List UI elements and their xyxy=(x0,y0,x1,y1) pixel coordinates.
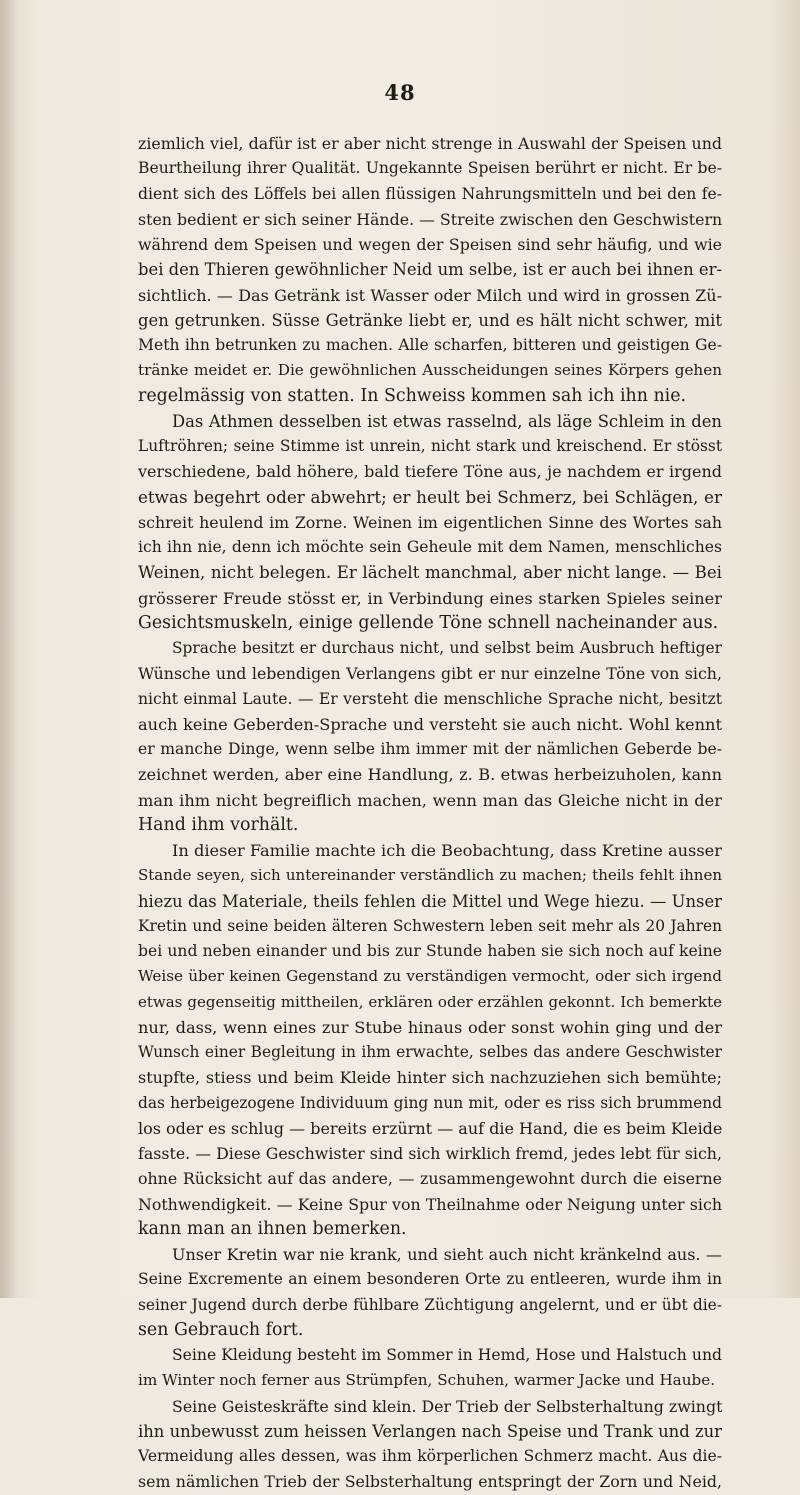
text-line: etwas begehrt oder abwehrt; er heult bei Schmerz, bei Schlägen, er xyxy=(138,486,722,507)
text-line: Nothwendigkeit. — Keine Spur von Theilnahme oder Neigung unter sich xyxy=(138,1194,722,1214)
text-line: bei und neben einander und bis zur Stunde haben sie sich noch auf keine xyxy=(138,942,722,960)
text-line: Hand ihm vorhält. xyxy=(138,814,299,835)
text-line: Unser Kretin war nie krank, und sieht auch nicht kränkelnd aus. — xyxy=(172,1245,722,1264)
text-line: etwas gegenseitig mittheilen, erklären oder erzählen gekonnt. Ich bemerkte xyxy=(138,992,722,1011)
text-line: Sprache besitzt er durchaus nicht, und selbst beim Ausbruch heftiger xyxy=(172,639,722,657)
text-line: Das Athmen desselben ist etwas rasselnd, als läge Schleim in den xyxy=(172,411,722,431)
text-line: er manche Dinge, wenn selbe ihm immer mit der nämlichen Geberde be- xyxy=(138,740,722,758)
text-line: während dem Speisen und wegen der Speisen sind sehr häufig, und wie xyxy=(138,235,722,254)
text-line: nur, dass, wenn eines zur Stube hinaus oder sonst wohin ging und der xyxy=(138,1017,722,1037)
text-line: Wünsche und lebendigen Verlangens gibt er nur einzelne Töne von sich, xyxy=(138,664,722,684)
body-text xyxy=(138,131,722,1495)
text-line: Seine Excremente an einem besonderen Orte zu entleeren, wurde ihm in xyxy=(138,1270,722,1289)
text-line: los oder es schlug — bereits erzürnt — auf die Hand, die es beim Kleide xyxy=(138,1118,722,1138)
text-line: grösserer Freude stösst er, in Verbindung eines starken Spieles seiner xyxy=(138,588,722,608)
text-line: Kretin und seine beiden älteren Schwestern leben seit mehr als 20 Jahren xyxy=(138,916,722,935)
text-line: bei den Thieren gewöhnlicher Neid um selbe, ist er auch bei ihnen er- xyxy=(138,260,722,280)
text-line: im Winter noch ferner aus Strümpfen, Schuhen, warmer Jacke und Haube. xyxy=(138,1371,716,1390)
text-line: In dieser Familie machte ich die Beobachtung, dass Kretine ausser xyxy=(172,841,722,860)
text-line: auch keine Geberden-Sprache und versteht sie auch nicht. Wohl kennt xyxy=(138,714,722,734)
text-line: man ihm nicht begreiflich machen, wenn man das Gleiche nicht in der xyxy=(138,790,722,810)
text-line: sten bedient er sich seiner Hände. — Streite zwischen den Geschwistern xyxy=(138,209,722,229)
text-line: regelmässig von statten. In Schweiss kommen sah ich ihn nie. xyxy=(138,385,687,406)
spine-shadow xyxy=(0,0,18,1298)
text-line: Gesichtsmuskeln, einige gellende Töne schnell nacheinander aus. xyxy=(138,612,719,633)
text-line: Seine Geisteskräfte sind klein. Der Trieb der Selbsterhaltung zwingt xyxy=(172,1396,722,1416)
text-line: Seine Kleidung besteht im Sommer in Hemd, Hose und Halstuch und xyxy=(172,1346,722,1364)
text-line: kann man an ihnen bemerken. xyxy=(138,1218,407,1239)
text-line: nicht einmal Laute. — Er versteht die menschliche Sprache nicht, besitzt xyxy=(138,689,722,708)
text-line: ohne Rücksicht auf das andere, — zusammengewohnt durch die eiserne xyxy=(138,1169,722,1189)
text-line: schreit heulend im Zorne. Weinen im eigentlichen Sinne des Wortes sah xyxy=(138,512,722,532)
text-line: ihn unbewusst zum heissen Verlangen nach Speise und Trank und zur xyxy=(138,1421,722,1441)
text-line: dient sich des Löffels bei allen flüssigen Nahrungsmitteln und bei den fe- xyxy=(138,184,722,203)
text-line: zeichnet werden, aber eine Handlung, z. B. etwas herbeizuholen, kann xyxy=(138,765,722,785)
text-line: gen getrunken. Süsse Getränke liebt er, und es hält nicht schwer, mit xyxy=(138,310,722,330)
text-line: verschiedene, bald höhere, bald tiefere Töne aus, je nachdem er irgend xyxy=(138,462,722,482)
text-line: Meth ihn betrunken zu machen. Alle scharfen, bitteren und geistigen Ge- xyxy=(138,336,722,354)
page-number: 48 xyxy=(384,80,416,105)
text-line: Vermeidung alles dessen, was ihm körperlichen Schmerz macht. Aus die- xyxy=(138,1447,722,1465)
text-line: Stande seyen, sich untereinander verständlich zu machen; theils fehlt ihnen xyxy=(138,866,722,885)
text-line: Luftröhren; seine Stimme ist unrein, nicht stark und kreischend. Er stösst xyxy=(138,437,722,455)
text-line: Weinen, nicht belegen. Er lächelt manchmal, aber nicht lange. — Bei xyxy=(138,563,722,583)
text-line: ziemlich viel, dafür ist er aber nicht strenge in Auswahl der Speisen und xyxy=(138,134,722,153)
text-line: das herbeigezogene Individuum ging nun mit, oder es riss sich brummend xyxy=(138,1093,722,1112)
text-line: tränke meidet er. Die gewöhnlichen Ausscheidungen seines Körpers gehen xyxy=(138,361,722,380)
text-line: seiner Jugend durch derbe fühlbare Züchtigung angelernt, und er übt die- xyxy=(138,1295,722,1314)
text-line: sen Gebrauch fort. xyxy=(138,1319,304,1340)
text-line: ich ihn nie, denn ich möchte sein Geheule mit dem Namen, menschliches xyxy=(138,538,722,556)
text-line: stupfte, stiess und beim Kleide hinter sich nachzuziehen sich bemühte; xyxy=(138,1068,722,1088)
text-line: fasste. — Diese Geschwister sind sich wirklich fremd, jedes lebt für sich, xyxy=(138,1144,722,1163)
text-line: Weise über keinen Gegenstand zu verständigen vermocht, oder sich irgend xyxy=(138,967,722,986)
text-line: sichtlich. — Das Getränk ist Wasser oder Milch und wird in grossen Zü- xyxy=(138,285,722,305)
text-line: Beurtheilung ihrer Qualität. Ungekannte Speisen berührt er nicht. Er be- xyxy=(138,159,722,178)
text-line: hiezu das Materiale, theils fehlen die Mittel und Wege hiezu. — Unser xyxy=(138,891,722,911)
text-line: sem nämlichen Trieb der Selbsterhaltung entspringt der Zorn und Neid, xyxy=(138,1472,722,1492)
text-line: Wunsch einer Begleitung in ihm erwachte, selbes das andere Geschwister xyxy=(138,1043,722,1061)
